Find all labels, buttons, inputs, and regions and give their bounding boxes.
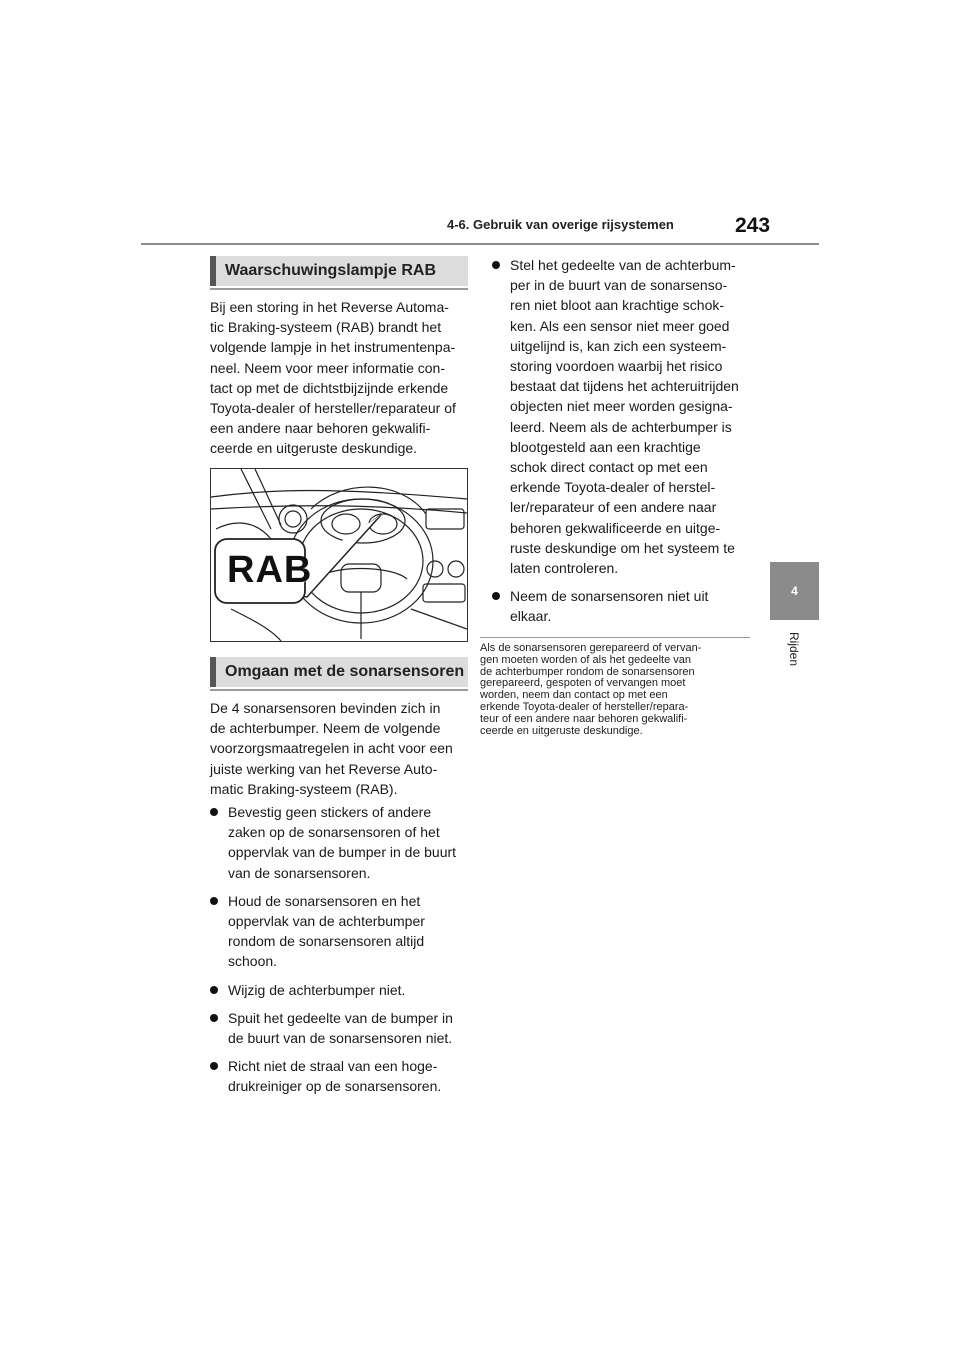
paragraph-line: volgende lampje in het instrumentenpa- bbox=[210, 339, 456, 356]
list-item-line: ken. Als een sensor niet meer goed bbox=[510, 317, 730, 334]
paragraph-line: neel. Neem voor meer informatie con- bbox=[210, 359, 445, 376]
list-item bbox=[210, 1008, 472, 1048]
list-item bbox=[210, 980, 472, 1000]
bullet-icon bbox=[210, 986, 218, 994]
note-line: gen moeten worden of als het gedeelte van bbox=[480, 653, 691, 666]
list-item-line: rondom de sonarsensoren altijd bbox=[228, 933, 425, 950]
bullet-icon bbox=[210, 1062, 218, 1070]
bullet-icon bbox=[210, 808, 218, 816]
chapter-label: Rijden bbox=[787, 632, 801, 667]
bullet-icon bbox=[210, 1014, 218, 1022]
note-line: Als de sonarsensoren gerepareerd of vervan- bbox=[480, 642, 702, 654]
paragraph-line: tact op met de dichtstbijzijnde erkende bbox=[210, 379, 449, 396]
section-heading-text: Waarschuwingslampje RAB bbox=[225, 262, 437, 279]
list-item-line: bestaat dat tijdens het achteruitrijden bbox=[510, 378, 739, 395]
bullet-icon bbox=[210, 897, 218, 905]
list-item-line: blootgesteld aan een krachtige bbox=[510, 438, 701, 455]
list-item-line: Bevestig geen stickers of andere bbox=[228, 804, 432, 820]
chapter-number: 4 bbox=[791, 584, 798, 598]
paragraph-line: de achterbumper. Neem de volgende bbox=[210, 720, 441, 737]
list-item bbox=[210, 891, 472, 972]
note-line: de achterbumper rondom de sonarsensoren bbox=[480, 665, 695, 678]
list-item-line: Houd de sonarsensoren en het bbox=[228, 892, 421, 909]
list-item-line: Spuit het gedeelte van de bumper in bbox=[228, 1009, 453, 1026]
list-item-line: storing voordoen waarbij het risico bbox=[510, 358, 723, 375]
note-line: teur of een andere naar behoren gekwalifi- bbox=[480, 712, 688, 725]
list-item bbox=[210, 1056, 472, 1096]
section2-paragraph bbox=[210, 698, 472, 799]
list-item-line: ler/reparateur of een andere naar bbox=[510, 499, 717, 516]
list-item-line: Neem de sonarsensoren niet uit bbox=[510, 588, 709, 605]
list-item bbox=[492, 255, 762, 578]
note-line: worden, neem dan contact op met een bbox=[480, 689, 668, 702]
list-item-line: uitgelijnd is, kan zich een systeem- bbox=[510, 337, 727, 354]
list-item-line: ruste deskundige om het systeem te bbox=[510, 539, 735, 556]
paragraph-line: een andere naar behoren gekwalifi- bbox=[210, 420, 431, 437]
list-item-line: Stel het gedeelte van de achterbum- bbox=[510, 257, 736, 273]
list-item-line: laten controleren. bbox=[510, 560, 619, 577]
list-item-line: behoren gekwalificeerde en uitge- bbox=[510, 519, 721, 536]
list-item bbox=[492, 586, 762, 626]
list-item-line: schok direct contact op met een bbox=[510, 459, 708, 476]
paragraph-line: ceerde en uitgeruste deskundige. bbox=[210, 440, 418, 457]
paragraph-line: juiste werking van het Reverse Auto- bbox=[210, 760, 438, 777]
paragraph-line: tic Braking-systeem (RAB) brandt het bbox=[210, 319, 442, 336]
sonar-precautions-list bbox=[210, 802, 472, 1105]
rab-indicator-label: RAB bbox=[227, 549, 313, 591]
list-item-line: drukreiniger op de sonarsensoren. bbox=[228, 1078, 442, 1095]
list-item-line: leerd. Neem als de achterbumper is bbox=[510, 418, 732, 435]
list-item-line: Wijzig de achterbumper niet. bbox=[228, 981, 406, 998]
page-number: 243 bbox=[735, 214, 771, 237]
list-item-line: objecten niet meer worden gesigna- bbox=[510, 398, 733, 415]
header-section-title: 4-6. Gebruik van overige rijsystemen bbox=[447, 217, 674, 232]
list-item-line: schoon. bbox=[228, 953, 278, 970]
section1-paragraph bbox=[210, 297, 472, 459]
right-column-list bbox=[492, 255, 762, 635]
bullet-icon bbox=[492, 592, 500, 600]
note-line: ceerde en uitgeruste deskundige. bbox=[480, 724, 643, 737]
list-item bbox=[210, 802, 472, 883]
paragraph-line: De 4 sonarsensoren bevinden zich in bbox=[210, 700, 441, 716]
paragraph-line: matic Braking-systeem (RAB). bbox=[210, 780, 398, 797]
list-item-line: de buurt van de sonarsensoren niet. bbox=[228, 1030, 453, 1047]
list-item-line: oppervlak van de bumper in de buurt bbox=[228, 844, 457, 861]
list-item-line: Richt niet de straal van een hoge- bbox=[228, 1058, 438, 1075]
chapter-tab bbox=[770, 562, 819, 620]
list-item-line: zaken op de sonarsensoren of het bbox=[228, 824, 440, 841]
section-heading-warning-lamp bbox=[210, 256, 468, 286]
dashboard-illustration bbox=[210, 468, 468, 642]
list-item-line: elkaar. bbox=[510, 608, 552, 625]
bullet-icon bbox=[492, 261, 500, 269]
section-heading-text: Omgaan met de sonarsensoren bbox=[225, 663, 465, 680]
note-line: gerepareerd, gespoten of vervangen moet bbox=[480, 677, 686, 690]
list-item-line: ren niet bloot aan krachtige schok- bbox=[510, 297, 725, 314]
header-divider bbox=[141, 243, 819, 245]
paragraph-line: Toyota-dealer of hersteller/reparateur of bbox=[210, 400, 456, 417]
note-line: erkende Toyota-dealer of hersteller/repara- bbox=[480, 700, 689, 713]
list-item-line: van de sonarsensoren. bbox=[228, 864, 371, 881]
note-divider bbox=[480, 637, 750, 638]
list-item-line: oppervlak van de achterbumper bbox=[228, 913, 425, 930]
list-item-line: per in de buurt van de sonarsenso- bbox=[510, 277, 728, 294]
paragraph-line: Bij een storing in het Reverse Automa- bbox=[210, 299, 449, 315]
list-item-line: erkende Toyota-dealer of herstel- bbox=[510, 479, 716, 496]
sonar-repair-note bbox=[480, 643, 750, 737]
section-heading-sonar bbox=[210, 657, 468, 687]
paragraph-line: voorzorgsmaatregelen in acht voor een bbox=[210, 740, 453, 757]
